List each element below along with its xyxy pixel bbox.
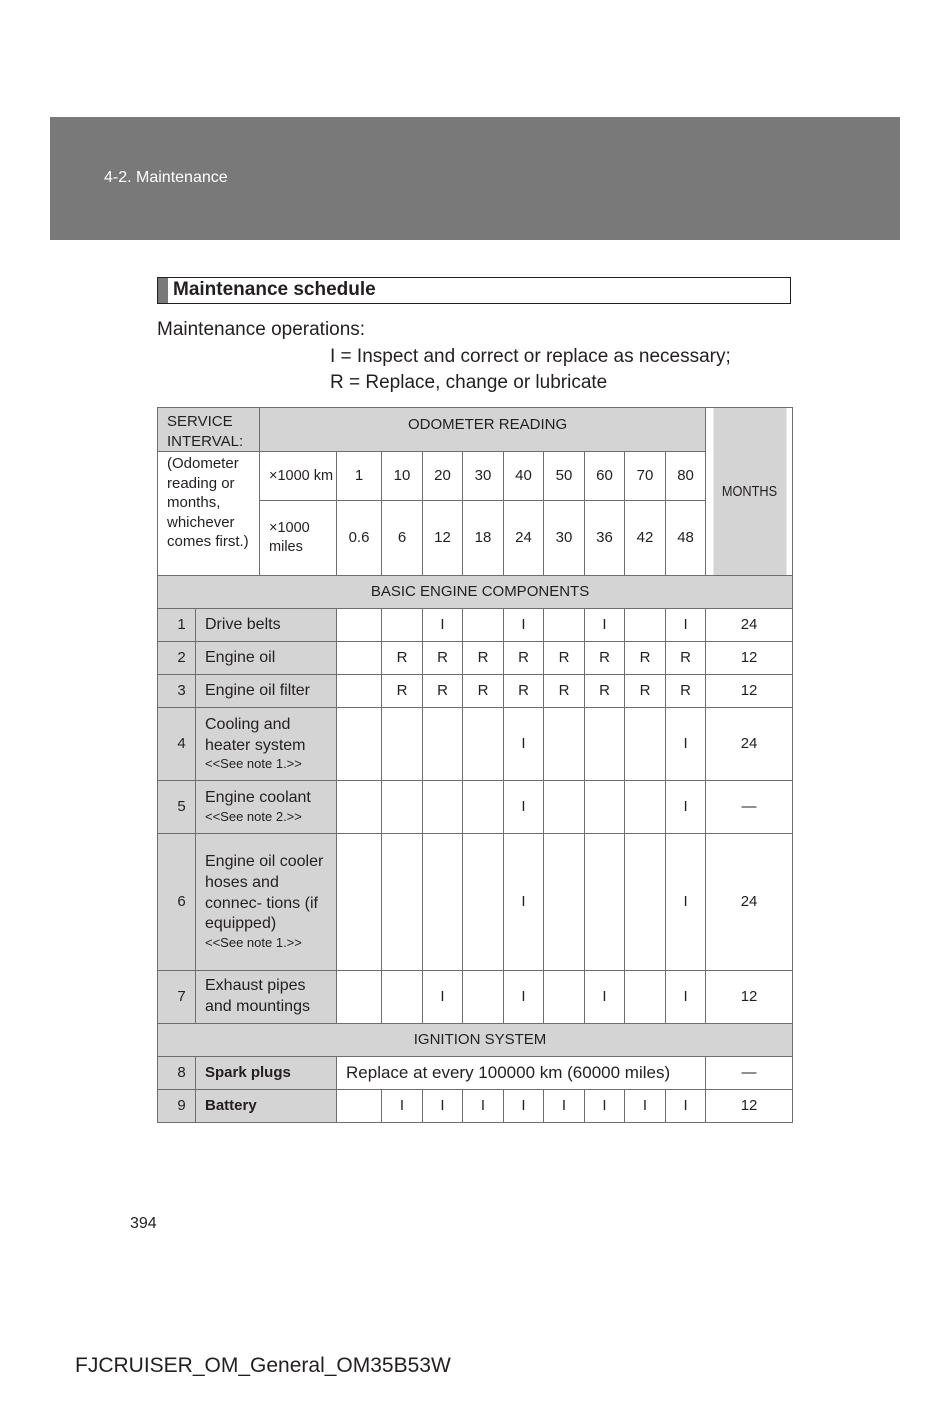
item-name: Engine oil: [205, 648, 276, 666]
service-interval-label: SERVICE INTERVAL:: [158, 408, 260, 452]
km-interval-cell: 80: [666, 452, 706, 501]
item-number: 8: [158, 1057, 196, 1090]
km-interval-cell: 1: [337, 452, 382, 501]
section-title: Maintenance schedule: [173, 279, 376, 300]
schedule-cell: [382, 708, 423, 781]
item-number: 2: [158, 642, 196, 675]
item-number: 3: [158, 675, 196, 708]
schedule-cell: [544, 971, 585, 1024]
table-row: [158, 609, 793, 642]
table-row: [158, 1090, 793, 1123]
km-unit: ×1000 km: [260, 452, 337, 501]
odometer-heading: ODOMETER READING: [260, 408, 706, 452]
schedule-cell: [544, 609, 585, 642]
item-name-cell: [196, 781, 337, 834]
item-number: 6: [158, 834, 196, 971]
spark-plug-instruction: Replace at every 100000 km (60000 miles): [337, 1057, 706, 1090]
section-title-box: [157, 277, 791, 304]
item-name: Engine oil filter: [205, 681, 310, 699]
mile-interval-cell: 30: [544, 501, 585, 576]
schedule-cell: R: [463, 642, 504, 675]
schedule-cell: [463, 971, 504, 1024]
km-interval-cell: 20: [423, 452, 463, 501]
schedule-cell: [337, 708, 382, 781]
table-row: [158, 834, 793, 971]
header-band: [50, 117, 900, 240]
table-row: [158, 1057, 793, 1090]
schedule-cell: I: [423, 1090, 463, 1123]
legend-inspect: I = Inspect and correct or replace as necessary;: [330, 346, 731, 367]
item-name: Engine oil cooler hoses and connec- tions (if equipped): [205, 852, 324, 933]
schedule-cell: R: [463, 675, 504, 708]
schedule-cell: R: [382, 675, 423, 708]
page-number: 394: [130, 1215, 157, 1232]
schedule-cell: [544, 708, 585, 781]
item-number: 1: [158, 609, 196, 642]
item-note: <<See note 2.>>: [205, 808, 302, 824]
schedule-cell: R: [625, 642, 666, 675]
mile-interval-cell: 48: [666, 501, 706, 576]
schedule-cell: R: [544, 675, 585, 708]
schedule-cell: I: [585, 609, 625, 642]
schedule-cell: [337, 971, 382, 1024]
item-name: Engine coolant: [205, 789, 311, 807]
schedule-cell: I: [504, 971, 544, 1024]
mile-interval-cell: 18: [463, 501, 504, 576]
schedule-cell: R: [544, 642, 585, 675]
mile-interval-cell: 0.6: [337, 501, 382, 576]
mile-interval-cell: 36: [585, 501, 625, 576]
item-name: Drive belts: [205, 615, 281, 633]
schedule-cell: [625, 708, 666, 781]
schedule-cell: I: [585, 971, 625, 1024]
months-cell: —: [706, 1057, 793, 1090]
section-label: 4-2. Maintenance: [104, 169, 228, 186]
schedule-cell: [463, 609, 504, 642]
item-name-cell: [196, 708, 337, 781]
legend-replace: R = Replace, change or lubricate: [330, 372, 608, 393]
mile-interval-cell: 24: [504, 501, 544, 576]
schedule-cell: [337, 834, 382, 971]
schedule-cell: [544, 834, 585, 971]
schedule-cell: I: [423, 971, 463, 1024]
item-name: Battery: [196, 1090, 337, 1123]
months-cell: 12: [706, 971, 793, 1024]
item-name-cell: [196, 675, 337, 708]
schedule-cell: [337, 1090, 382, 1123]
schedule-cell: R: [585, 675, 625, 708]
intro-label: Maintenance operations:: [157, 319, 366, 340]
schedule-cell: [382, 834, 423, 971]
schedule-cell: R: [504, 642, 544, 675]
item-number: 7: [158, 971, 196, 1024]
document-footer: FJCRUISER_OM_General_OM35B53W: [75, 1354, 451, 1377]
schedule-cell: [544, 781, 585, 834]
category-engine: BASIC ENGINE COMPONENTS: [158, 576, 793, 609]
km-interval-cell: 40: [504, 452, 544, 501]
schedule-cell: [585, 834, 625, 971]
schedule-cell: I: [544, 1090, 585, 1123]
schedule-cell: [625, 609, 666, 642]
table-row: [158, 642, 793, 675]
km-interval-cell: 60: [585, 452, 625, 501]
table-row: [158, 708, 793, 781]
schedule-cell: I: [382, 1090, 423, 1123]
schedule-cell: I: [666, 834, 706, 971]
schedule-cell: [625, 971, 666, 1024]
months-cell: —: [706, 781, 793, 834]
schedule-cell: [463, 781, 504, 834]
item-number: 9: [158, 1090, 196, 1123]
months-cell: 12: [706, 1090, 793, 1123]
months-cell: 12: [706, 675, 793, 708]
section-title-marker: [158, 278, 168, 303]
schedule-cell: [423, 834, 463, 971]
months-cell: 24: [706, 834, 793, 971]
item-name-cell: [196, 834, 337, 971]
schedule-cell: I: [504, 708, 544, 781]
months-cell: 24: [706, 708, 793, 781]
km-interval-cell: 30: [463, 452, 504, 501]
schedule-cell: [463, 834, 504, 971]
table-row: [158, 675, 793, 708]
schedule-cell: I: [666, 971, 706, 1024]
schedule-cell: [382, 971, 423, 1024]
schedule-cell: I: [585, 1090, 625, 1123]
months-cell: 24: [706, 609, 793, 642]
schedule-cell: [423, 781, 463, 834]
item-name: Cooling and heater system: [205, 715, 306, 754]
item-note: <<See note 1.>>: [205, 935, 302, 951]
mile-interval-cell: 12: [423, 501, 463, 576]
mile-interval-cell: 42: [625, 501, 666, 576]
interval-note: (Odometer reading or months, whichever comes first.): [158, 452, 260, 576]
schedule-cell: R: [423, 675, 463, 708]
schedule-cell: I: [504, 609, 544, 642]
schedule-cell: R: [504, 675, 544, 708]
km-interval-cell: 50: [544, 452, 585, 501]
category-ignition: IGNITION SYSTEM: [158, 1024, 793, 1057]
schedule-cell: R: [382, 642, 423, 675]
schedule-cell: [625, 834, 666, 971]
schedule-cell: I: [504, 1090, 544, 1123]
table-row: [158, 781, 793, 834]
schedule-cell: I: [504, 834, 544, 971]
schedule-cell: I: [625, 1090, 666, 1123]
schedule-cell: R: [666, 642, 706, 675]
item-number: 5: [158, 781, 196, 834]
km-interval-cell: 10: [382, 452, 423, 501]
schedule-cell: R: [666, 675, 706, 708]
schedule-cell: I: [666, 609, 706, 642]
category-row: [158, 1024, 793, 1057]
table-row: [158, 971, 793, 1024]
category-row: [158, 576, 793, 609]
km-interval-cell: 70: [625, 452, 666, 501]
item-number: 4: [158, 708, 196, 781]
maintenance-table: [157, 407, 793, 1123]
schedule-cell: R: [625, 675, 666, 708]
item-name: Spark plugs: [196, 1057, 337, 1090]
item-name-cell: [196, 609, 337, 642]
months-heading: MONTHS: [712, 408, 786, 576]
miles-unit: ×1000 miles: [260, 501, 337, 576]
schedule-cell: [337, 781, 382, 834]
schedule-cell: [337, 609, 382, 642]
schedule-cell: R: [585, 642, 625, 675]
item-note: <<See note 1.>>: [205, 756, 302, 772]
schedule-cell: [382, 781, 423, 834]
schedule-cell: [382, 609, 423, 642]
schedule-cell: I: [504, 781, 544, 834]
schedule-cell: I: [463, 1090, 504, 1123]
schedule-cell: I: [666, 781, 706, 834]
schedule-cell: [625, 781, 666, 834]
schedule-cell: [463, 708, 504, 781]
item-name-cell: [196, 642, 337, 675]
schedule-cell: [585, 708, 625, 781]
schedule-cell: I: [666, 1090, 706, 1123]
schedule-cell: [585, 781, 625, 834]
item-name: Exhaust pipes and mountings: [205, 977, 310, 1015]
schedule-cell: R: [423, 642, 463, 675]
schedule-cell: I: [666, 708, 706, 781]
months-cell: 12: [706, 642, 793, 675]
mile-interval-cell: 6: [382, 501, 423, 576]
item-name-cell: [196, 971, 337, 1024]
schedule-cell: [423, 708, 463, 781]
schedule-cell: I: [423, 609, 463, 642]
schedule-cell: [337, 642, 382, 675]
schedule-cell: [337, 675, 382, 708]
